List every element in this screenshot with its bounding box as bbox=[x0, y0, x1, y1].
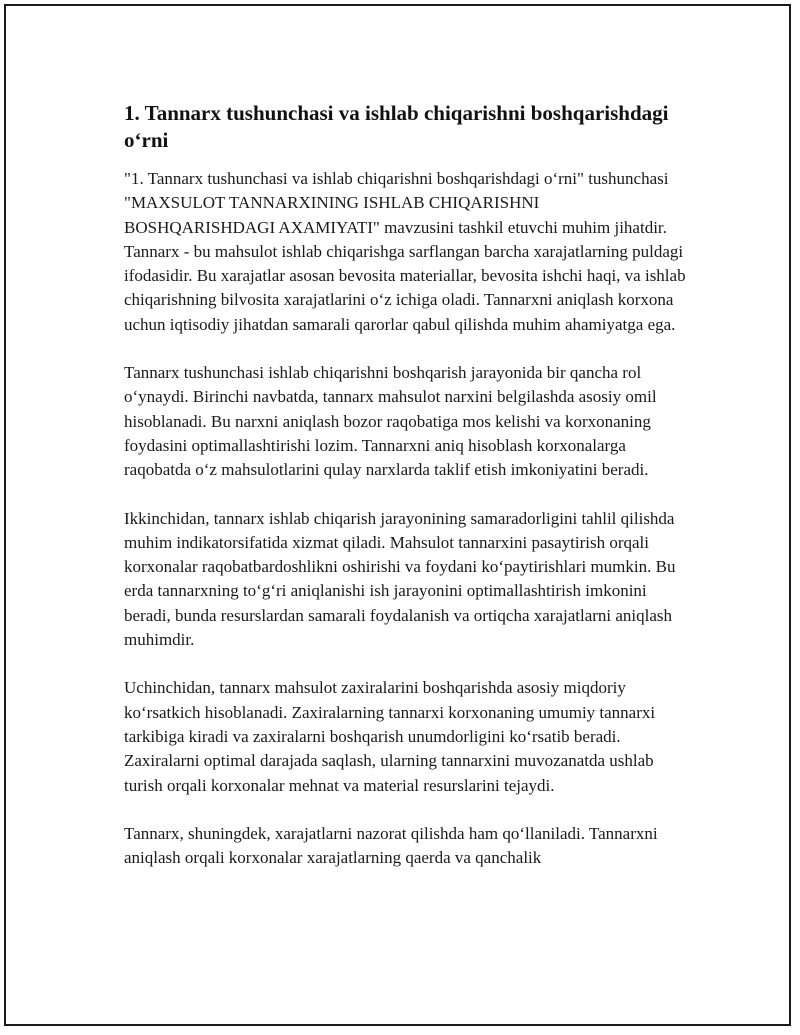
page-frame bbox=[4, 4, 791, 1026]
paragraph-intro: "1. Tannarx tushunchasi va ishlab chiqarishni boshqarishdagi o‘rni" tushunchasi "MAXSULOT TANNARXINING ISHLAB CHIQARISHNI BOSHQARISHDAGI AXAMIYATI" mavzusini tashkil etuvchi muhim jihatdir. Tannarx - bu mahsulot ishlab chiqarishga sarflangan barcha xarajatlarning puldagi ifodasidir. Bu xarajatlar asosan bevosita materiallar, bevosita ishchi haqi, va ishlab chiqarishning bilvosita xarajatlarini o‘z ichiga oladi. Tannarxni aniqlash korxona uchun iqtisodiy jihatdan samarali qarorlar qabul qilishda muhim ahamiyatga ega. bbox=[124, 169, 686, 334]
paragraph-third: Uchinchidan, tannarx mahsulot zaxiralarini boshqarishda asosiy miqdoriy ko‘rsatkich hisoblanadi. Zaxiralarning tannarxi korxonaning umumiy tannarxi tarkibiga kiradi va zaxiralarni boshqarish unumdorligini ko‘rsatib beradi. Zaxiralarni optimal darajada saqlash, ularning tannarxini muvozanatda ushlab turish orqali korxonalar mehnat va material resurslarini tejaydi. bbox=[124, 678, 656, 795]
document-body bbox=[124, 100, 690, 870]
section-heading: 1. Tannarx tushunchasi va ishlab chiqarishni boshqarishdagi o‘rni bbox=[124, 101, 669, 152]
paragraph-second: Ikkinchidan, tannarx ishlab chiqarish jarayonining samaradorligini tahlil qilishda muhim indikatorsifatida xizmat qiladi. Mahsulot tannarxini pasaytirish orqali korxonalar raqobatbardoshlikni oshirishi va foydani ko‘paytirishlari mumkin. Bu erda tannarxning to‘g‘ri aniqlanishi ish jarayonini optimallashtirish imkonini beradi, bunda resurslardan samarali foydalanish va ortiqcha xarajatlarni aniqlash muhimdir. bbox=[124, 508, 676, 650]
paragraph-cost-control: Tannarx, shuningdek, xarajatlarni nazorat qilishda ham qo‘llaniladi. Tannarxni aniqlash orqali korxonalar xarajatlarning qaerda va qanchalik bbox=[124, 823, 658, 868]
paragraph-role: Tannarx tushunchasi ishlab chiqarishni boshqarish jarayonida bir qancha rol o‘ynaydi. Birinchi navbatda, tannarx mahsulot narxini belgilashda asosiy omil hisoblanadi. Bu narxni aniqlash bozor raqobatiga mos kelishi va korxonaning foydasini optimallashtirishi lozim. Tannarxni aniq hisoblash korxonalarga raqobatda o‘z mahsulotlarini qulay narxlarda taklif etish imkoniyatini beradi. bbox=[124, 363, 657, 480]
